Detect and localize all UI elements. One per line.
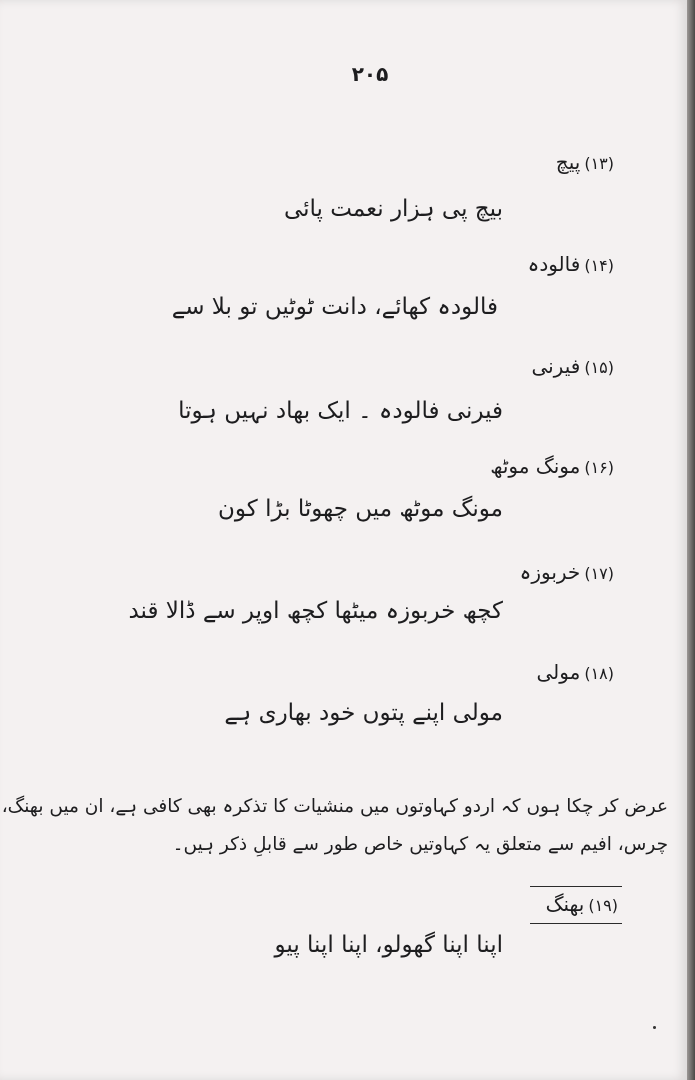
entry-heading [531, 354, 614, 378]
entry-number: (۱۵) [584, 358, 614, 377]
entry-heading-text: فالودہ [527, 252, 581, 276]
paragraph-line: عرض کر چکا ہوں کہ اردو کہاوتوں میں منشیات کا تذکرہ بھی کافی ہے، ان میں بھنگ، [1, 796, 668, 817]
entry-proverb: مونگ موٹھ میں چھوٹا بڑا کون [218, 496, 503, 522]
entry-heading [520, 560, 614, 584]
paragraph-line: چرس، افیم سے متعلق یہ کہاوتیں خاص طور سے قابلِ ذکر ہیں۔ [172, 834, 668, 855]
page-number: ۲۰۵ [351, 62, 389, 86]
entry-number: (۱۳) [584, 154, 614, 173]
entry-number: (۱۸) [584, 664, 614, 683]
entry-heading-text: پیچ [555, 150, 581, 174]
entry-heading [490, 454, 614, 478]
entry-proverb: بیچ پی ہزار نعمت پائی [283, 196, 503, 222]
entry-heading-text: مونگ موٹھ [490, 454, 581, 478]
entry-heading-text: مولی [536, 660, 581, 684]
entry-number: (۱۹) [588, 896, 618, 915]
entry-heading-text: بھنگ [545, 892, 585, 916]
entry-proverb: اپنا اپنا گھولو، اپنا اپنا پیو [274, 932, 503, 958]
entry-heading-text: فیرنی [531, 354, 581, 378]
entry-proverb: فالودہ کھائے، دانت ٹوٹیں تو بلا سے [171, 294, 498, 320]
entry-number: (۱۴) [584, 256, 614, 275]
entry-heading-text: خربوزہ [519, 560, 581, 584]
entry-heading [556, 150, 614, 174]
entry-heading [537, 660, 615, 684]
entry-number: (۱۶) [584, 458, 614, 477]
entry-proverb: کچھ خربوزہ میٹھا کچھ اوپر سے ڈالا قند [128, 598, 503, 624]
page-edge-shadow [687, 0, 695, 1080]
entry-proverb: فیرنی فالودہ ۔ ایک بھاد نہیں ہوتا [178, 398, 503, 424]
entry-heading [528, 252, 614, 276]
entry-number: (۱۷) [584, 564, 614, 583]
ink-speck [653, 1026, 656, 1029]
entry-proverb: مولی اپنے پتوں خود بھاری ہے [224, 700, 503, 726]
entry-heading [546, 892, 618, 916]
